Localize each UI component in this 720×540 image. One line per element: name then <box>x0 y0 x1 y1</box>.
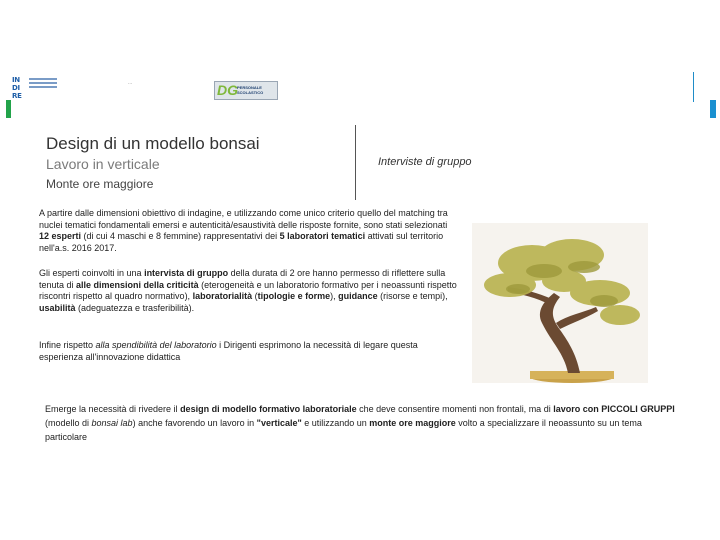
p2-text-c: della durata di 2 ore hanno permesso di riflettere sulla tenuta di <box>39 268 446 290</box>
header-rule-right <box>693 72 694 102</box>
p3-text-c: i Dirigenti esprimono la necessità di legare questa esperienza all'innovazione didattica <box>39 340 418 362</box>
p1-bold-experts: 12 esperti <box>39 231 82 241</box>
conclusion-text-a: Emerge la necessità di rivedere il <box>45 404 181 414</box>
conclusion-text-c: che deve consentire momenti non frontali, ma di <box>356 404 554 414</box>
indire-logo-line-2: DI <box>12 84 20 92</box>
p2-text-e: (eterogeneità e un laboratorio formativo per i neoassunti rispetto riscontri rispetto al quadro normativo), <box>39 279 457 301</box>
paragraph-selection <box>39 208 457 254</box>
paragraph-interview <box>39 268 457 314</box>
p2-text-a: Gli esperti coinvolti in una <box>39 268 145 278</box>
conclusion-bold-design: design di modello formativo laboratoriale <box>180 404 357 414</box>
slide-subtitle: Lavoro in verticale <box>46 156 160 172</box>
p2-bold-dimensions: alle dimensioni della criticità <box>76 279 199 290</box>
p2-text-k: (risorse e tempi), <box>377 291 448 301</box>
bonsai-tree-image <box>472 223 648 383</box>
p2-bold-types: tipologie e forme <box>257 291 331 301</box>
paragraph-managers <box>39 340 457 363</box>
p1-text-e: attivati sul territorio nell'a.s. 2016 2017. <box>39 231 444 253</box>
indire-logo-line-1: IN <box>12 76 20 84</box>
conclusion-text <box>45 402 675 444</box>
p2-bold-lab: laboratorialità <box>192 291 253 301</box>
p2-text-m: (adeguatezza e trasferibilità). <box>75 302 195 313</box>
p3-italic: alla spendibilità del laboratorio <box>95 340 217 350</box>
conclusion-bold-hours: monte ore maggiore <box>369 418 456 428</box>
header-small-mark: ... <box>128 80 133 86</box>
p2-text-i: ), <box>330 291 339 301</box>
conclusion-bold-vertical: "verticale" <box>256 418 302 428</box>
p3-text-a: Infine rispetto <box>39 340 96 350</box>
p1-text-a: A partire dalle dimensioni obiettivo di indagine, e utilizzando come unico criterio quello del matching tra nuclei tematici fondamentali emersi e autenticità/esaustività delle risposte fornite, sono stati selezionati <box>39 208 448 230</box>
slide-title: Design di un modello bonsai <box>46 134 260 153</box>
slide-subtitle-2: Monte ore maggiore <box>46 177 154 191</box>
dg-logo-text: PERSONALE SCOLASTICO <box>237 85 264 95</box>
conclusion-text-i: e utilizzando un <box>301 418 370 428</box>
p2-bold-interview: intervista di gruppo <box>144 268 229 278</box>
left-green-tab <box>6 100 11 118</box>
dg-badge: DG <box>217 82 238 98</box>
conclusion-italic-bonsai: bonsai lab <box>91 418 133 428</box>
conclusion-text-k: volto a specializzare il neoassunto su un tema particolare <box>45 418 642 442</box>
p2-bold-guidance: guidance <box>338 291 378 301</box>
p1-bold-labs: 5 laboratori tematici <box>279 231 366 241</box>
conclusion-text-e: (modello di <box>45 418 92 428</box>
conclusion-text-g: ) anche favorendo un lavoro in <box>132 418 257 428</box>
p2-text-g: ( <box>252 291 258 301</box>
right-heading: Interviste di gruppo <box>378 156 472 168</box>
right-blue-tab <box>710 100 716 118</box>
indire-logo <box>12 76 60 100</box>
vertical-divider <box>355 125 356 200</box>
bonsai-icon <box>472 223 648 383</box>
indire-logo-line-3: RE <box>12 92 22 100</box>
p2-bold-usability: usabilità <box>39 302 76 313</box>
p1-text-c: (di cui 4 maschi e 8 femmine) rappresentativi dei <box>81 231 280 241</box>
conclusion-bold-groups: lavoro con PICCOLI GRUPPI <box>553 404 675 414</box>
dg-personale-logo <box>214 81 278 100</box>
